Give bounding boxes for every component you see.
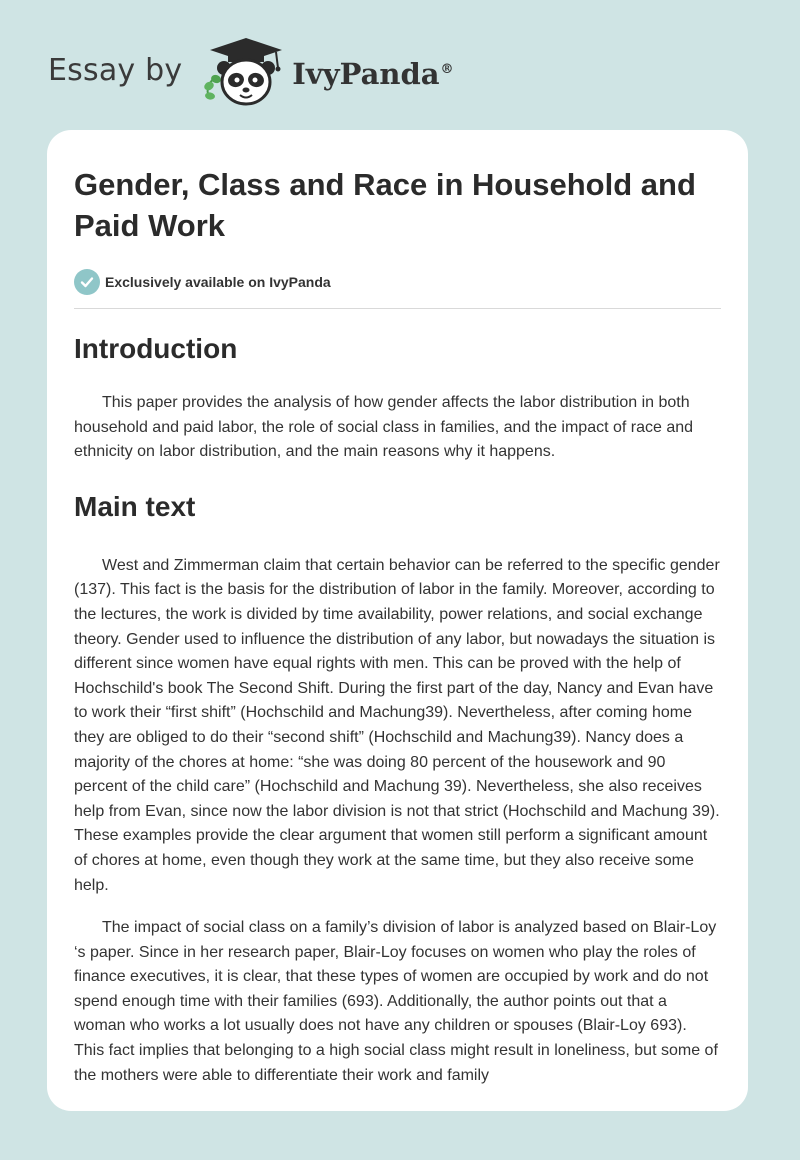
main-text-paragraph-1: West and Zimmerman claim that certain behavior can be referred to the specific gender (137). This fact is the basis for the distribution of labor in the family. Moreover, according to the lectures, the work is divided by time availability, power relations, and social exchange theory. Gender used to influence the distribution of any labor, but nowadays the situation is different since women have equal rights with men. This can be proved with the help of Hochschild's book The Second Shift. During the first part of the day, Nancy and Evan have to work their “first shift” (Hochschild and Machung39). Nevertheless, after coming home they are obliged to do their “second shift” (Hochschild and Machung39). Nancy does a majority of the chores at home: “she was doing 80 percent of the housework and 90 percent of the child care” (Hochschild and Machung 39). Nevertheless, she also receives help from Evan, since now the labor division is not that strict (Hochschild and Machung 39). These examples provide the clear argument that women still perform a significant amount of chores at home, even though they work at the same time, but they also receive some help. bbox=[74, 556, 720, 894]
essay-card bbox=[47, 130, 748, 1111]
exclusive-badge bbox=[74, 268, 721, 296]
registered-mark: ® bbox=[440, 62, 454, 78]
brand-prefix: Essay by bbox=[48, 52, 183, 88]
section-heading-introduction: Introduction bbox=[74, 333, 238, 364]
exclusive-badge-label: Exclusively available on IvyPanda bbox=[105, 274, 331, 290]
main-text-paragraph-2: The impact of social class on a family’s division of labor is analyzed based on Blair-Loy ‘s paper. Since in her research paper, Blair-Loy focuses on women who play the roles of finance executives, it is clear, that these types of women are occupied by work and do not spend enough time with their families (693). Additionally, the author points out that a woman who works a lot usually does not have any children or spouses (Blair-Loy 693). This fact implies that belonging to a high social class might result in loneliness, but some of the mothers were able to differentiate their work and family bbox=[74, 919, 718, 1084]
title-divider bbox=[74, 308, 721, 309]
introduction-paragraph: This paper provides the analysis of how gender affects the labor distribution in both household and paid labor, the role of social class in families, and the impact of race and ethnicity on labor distribution, and the main reasons why it happens. bbox=[74, 394, 694, 461]
check-icon bbox=[74, 269, 100, 295]
site-header bbox=[48, 36, 454, 108]
section-heading-main-text: Main text bbox=[74, 490, 196, 522]
panda-logo-icon[interactable] bbox=[196, 36, 288, 108]
essay-title: Gender, Class and Race in Household and Paid Work bbox=[74, 167, 696, 243]
brand-name: IvyPanda® bbox=[292, 57, 454, 91]
